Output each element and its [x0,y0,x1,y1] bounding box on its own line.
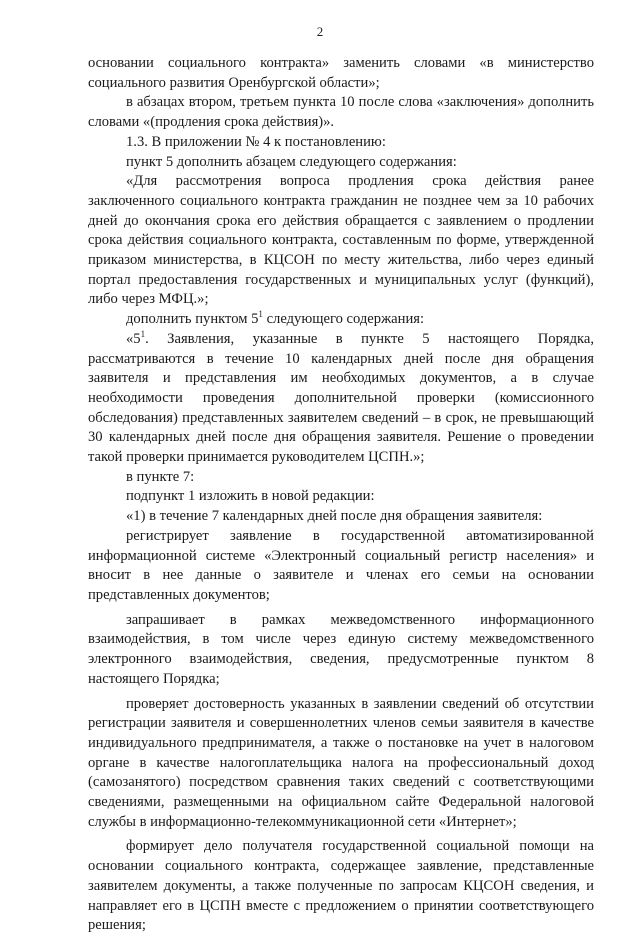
paragraph [88,310,594,330]
paragraph: регистрирует заявление в государственной автоматизированной информационной системе «Электронный социальный регистр населения» и вносит в нее данные о заявителе и членах его семьи на основании представленных документов; [88,527,594,603]
paragraph-text: . Заявления, указанные в пункте 5 настоящего Порядка, рассматриваются в течение 10 календарных дней после дня обращения заявителя и представления им необходимых документов, а в случае необходимости проведения дополнительной проверки (комиссионного обследования) представленных заявителем сведений – в срок, не превышающий 30 календарных дней после дня обращения заявителя. Решение о проведении такой проверки принимается руководителем ЦСПН.»; [88,330,594,466]
paragraph: подпункт 1 изложить в новой редакции: [126,488,375,505]
paragraph-text: дополнить пунктом 5 [126,311,259,328]
superscript: 1 [258,309,263,320]
paragraph: формирует дело получателя государственной социальной помощи на основании социального контракта, содержащее заявление, представленные заявителем документы, а также полученные по запросам КЦСОН сведения, и направляет его в ЦСПН вместе с предложением о принятии соответствующего решения; [88,838,594,934]
paragraph: «1) в течение 7 календарных дней после дня обращения заявителя: [126,508,543,525]
paragraph: в абзацах втором, третьем пункта 10 после слова «заключения» дополнить словами «(продления срока действия)». [88,94,594,131]
paragraph-text: «5 [126,330,141,347]
paragraph: основании социального контракта» заменить словами «в министерство социального развития Оренбургской области»; [88,55,594,91]
paragraph [88,330,594,468]
document-body [88,54,594,936]
paragraph: 1.3. В приложении № 4 к постановлению: [126,133,386,150]
paragraph: пункт 5 дополнить абзацем следующего содержания: [126,153,457,170]
page-number: 2 [316,24,324,39]
paragraph-text: следующего содержания: [262,311,425,328]
paragraph: запрашивает в рамках межведомственного информационного взаимодействия, в том числе через единую систему межведомственного электронного взаимодействия, сведения, предусмотренные пунктом 8 настоящего Порядка; [88,611,594,687]
paragraph: в пункте 7: [126,468,195,485]
paragraph: «Для рассмотрения вопроса продления срока действия ранее заключенного социального контракта гражданин не позднее чем за 10 рабочих дней до окончания срока его действия обращается с заявлением о продлении срока действия социального контракта, составленным по форме, утвержденной приказом министерства, в КЦСОН по месту жительства, либо через единый портал предоставления государственных и муниципальных услуг (функций), либо через МФЦ.»; [88,173,594,308]
superscript: 1 [140,328,146,339]
paragraph: проверяет достоверность указанных в заявлении сведений об отсутствии регистрации заявителя и совершеннолетних членов семьи заявителя в качестве индивидуального предпринимателя, а также о постановке на учет в налоговом органе в качестве налогоплательщика налога на профессиональный доход (самозанятого) посредством сравнения таких сведений с соответствующими сведениями, размещенными на официальном сайте Федеральной налоговой службы в информационно-телекоммуникационной сети «Интернет»; [88,695,594,830]
